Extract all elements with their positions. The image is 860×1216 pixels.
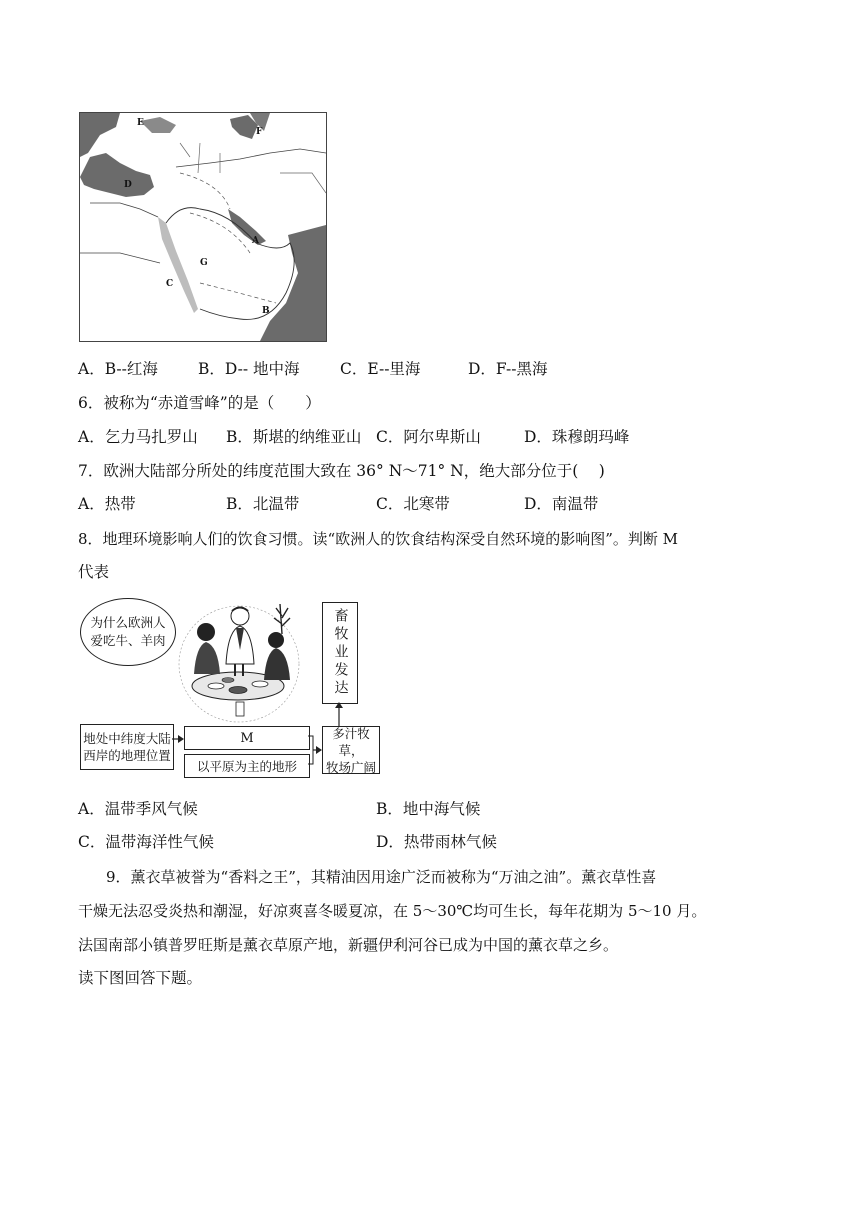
q5-option-a: A．B--红海 [78, 360, 158, 378]
m-box [184, 726, 310, 750]
arrow-right-icon [172, 732, 184, 746]
q5-option-b: B．D-- 地中海 [198, 360, 300, 378]
q8-option-a: A．温带季风气候 [78, 800, 198, 818]
q9-line-4: 读下图回答下题。 [78, 969, 203, 987]
q9-line-2: 干燥无法忍受炎热和潮湿，好凉爽喜冬暖夏凉，在 5～30℃均可生长，每年花期为 5～10 月。 [78, 902, 707, 920]
q7-option-a: A．热带 [78, 495, 136, 513]
q8-option-d: D．热带雨林气候 [376, 833, 497, 851]
map-label-c: C [166, 279, 174, 289]
map-label-e: E [137, 118, 144, 128]
arrow-up-icon [332, 702, 346, 726]
map-label-d: D [124, 180, 132, 190]
diet-diagram [78, 592, 376, 792]
terrain-box [184, 754, 310, 778]
q8-option-c: C．温带海洋性气候 [78, 833, 214, 851]
map-label-f: F [256, 127, 263, 137]
pasture-box [322, 726, 380, 774]
livestock-box-text: 畜牧业发达 [332, 608, 349, 698]
bubble-line-1: 为什么欧洲人 [90, 615, 166, 630]
location-line-1: 地处中纬度大陆 [83, 731, 171, 746]
pasture-line-2: 牧场广阔 [325, 759, 376, 775]
q6-option-d: D．珠穆朗玛峰 [524, 428, 630, 446]
terrain-label: 以平原为主的地形 [196, 758, 297, 774]
location-line-2: 西岸的地理位置 [83, 748, 171, 763]
q5-option-c: C．E--里海 [340, 360, 421, 378]
q6-option-a: A．乞力马扎罗山 [78, 428, 198, 446]
location-box [80, 724, 174, 770]
arrow-merge-icon [308, 732, 322, 772]
q6-option-c: C．阿尔卑斯山 [376, 428, 481, 446]
dining-family-illustration [176, 594, 302, 724]
q8-option-b: B．地中海气候 [376, 800, 481, 818]
q9-line-1: 9．薰衣草被誉为“香料之王”，其精油因用途广泛而被称为“万油之油”。薰衣草性喜 [106, 868, 657, 886]
map-label-b: B [262, 306, 270, 316]
q7-option-b: B．北温带 [226, 495, 300, 513]
map-svg [80, 113, 326, 341]
q6-option-b: B．斯堪的纳维亚山 [226, 428, 362, 446]
bubble-line-2: 爱吃牛、羊肉 [90, 633, 166, 648]
q5-option-d: D．F--黑海 [468, 360, 548, 378]
q6-stem: 6．被称为“赤道雪峰”的是（ ） [78, 394, 321, 412]
middle-east-map [79, 112, 327, 342]
q8-stem-line2: 代表 [78, 563, 110, 581]
q7-option-c: C．北寒带 [376, 495, 450, 513]
map-label-g: G [200, 258, 208, 268]
m-label: M [240, 730, 254, 746]
q8-stem-line1: 8．地理环境影响人们的饮食习惯。读“欧洲人的饮食结构深受自然环境的影响图”。判断 M [78, 530, 679, 548]
q9-line-3: 法国南部小镇普罗旺斯是薰衣草原产地，新疆伊利河谷已成为中国的薰衣草之乡。 [78, 936, 619, 954]
q7-option-d: D．南温带 [524, 495, 599, 513]
map-label-a: A [252, 236, 259, 246]
livestock-box [322, 602, 358, 704]
question-bubble [80, 598, 176, 666]
q7-stem: 7．欧洲大陆部分所处的纬度范围大致在 36° N～71° N，绝大部分位于( ) [78, 462, 605, 480]
pasture-line-1: 多汁牧草， [332, 725, 370, 758]
